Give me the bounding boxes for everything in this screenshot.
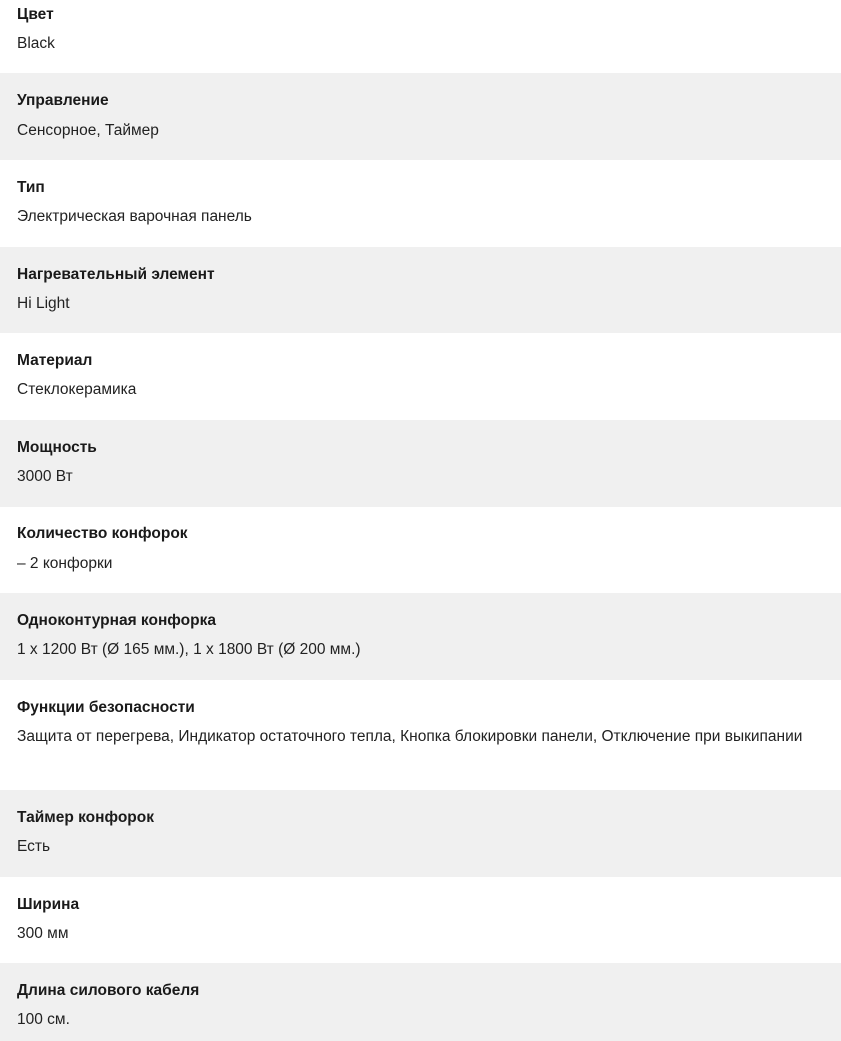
spec-value: Стеклокерамика xyxy=(17,381,137,398)
spec-row-power-cable-length xyxy=(0,963,841,1041)
spec-row-power xyxy=(0,420,841,507)
spec-label: Цвет xyxy=(17,6,54,23)
spec-label: Нагревательный элемент xyxy=(17,266,215,283)
spec-label: Функции безопасности xyxy=(17,699,195,716)
spec-row-type xyxy=(0,160,841,247)
spec-label: Управление xyxy=(17,92,109,109)
spec-value: Сенсорное, Таймер xyxy=(17,122,159,139)
spec-label: Одноконтурная конфорка xyxy=(17,612,216,629)
spec-label: Тип xyxy=(17,179,45,196)
spec-row-color xyxy=(0,0,841,73)
spec-value: Защита от перегрева, Индикатор остаточного тепла, Кнопка блокировки панели, Отключение при выкипании xyxy=(17,728,803,745)
spec-value: – 2 конфорки xyxy=(17,555,113,572)
spec-label: Длина силового кабеля xyxy=(17,982,200,999)
spec-row-control xyxy=(0,73,841,160)
spec-row-safety-functions xyxy=(0,680,841,790)
spec-label: Материал xyxy=(17,352,93,369)
spec-value: Электрическая варочная панель xyxy=(17,208,252,225)
spec-label: Мощность xyxy=(17,439,97,456)
spec-value: Есть xyxy=(17,838,51,855)
spec-label: Количество конфорок xyxy=(17,525,188,542)
spec-row-burner-count xyxy=(0,507,841,593)
spec-label: Ширина xyxy=(17,896,80,913)
spec-row-heating-element xyxy=(0,247,841,333)
spec-row-burner-timer xyxy=(0,790,841,877)
spec-value: Black xyxy=(17,35,55,52)
spec-value: 100 см. xyxy=(17,1011,70,1028)
spec-value: 300 мм xyxy=(17,925,69,942)
spec-label: Таймер конфорок xyxy=(17,809,154,826)
spec-row-material xyxy=(0,333,841,420)
spec-value: 3000 Вт xyxy=(17,468,73,485)
spec-value: Hi Light xyxy=(17,295,70,312)
spec-row-width xyxy=(0,877,841,963)
spec-value: 1 x 1200 Вт (Ø 165 мм.), 1 x 1800 Вт (Ø 200 мм.) xyxy=(17,641,361,658)
spec-row-single-circuit-burner xyxy=(0,593,841,680)
